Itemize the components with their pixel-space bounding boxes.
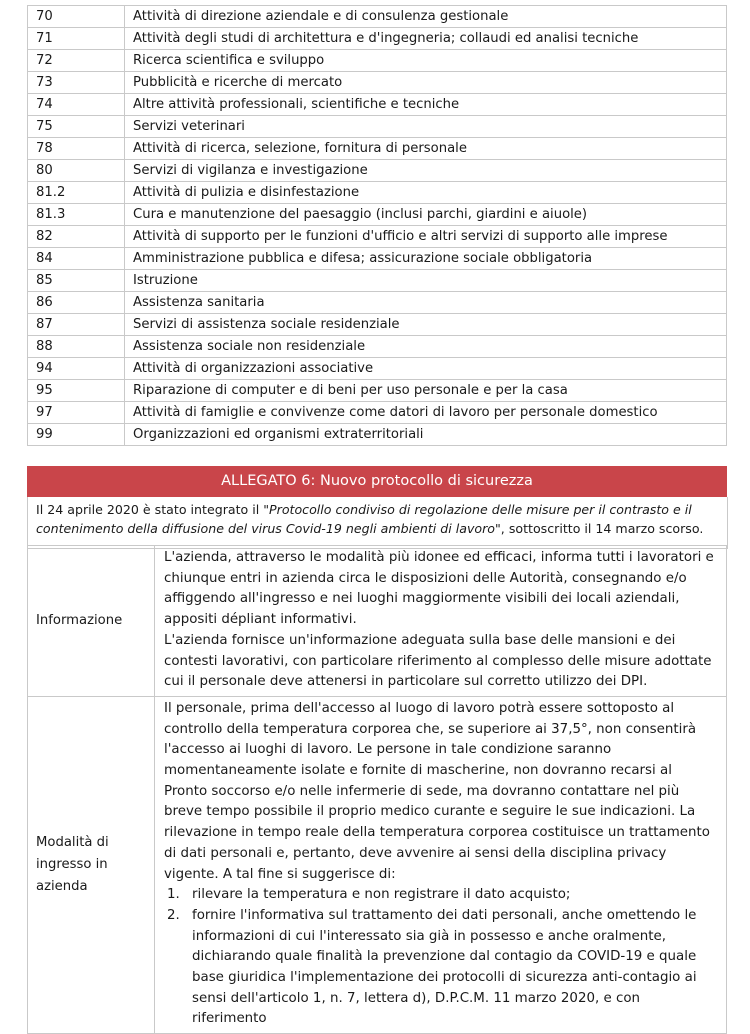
ateco-code: 99	[28, 424, 125, 446]
ateco-description: Servizi di vigilanza e investigazione	[125, 160, 727, 182]
ateco-code: 80	[28, 160, 125, 182]
ateco-code: 86	[28, 292, 125, 314]
ateco-description: Attività di direzione aziendale e di consulenza gestionale	[125, 6, 727, 28]
intro-text-start: Il 24 aprile 2020 è stato integrato il "	[36, 502, 270, 517]
row-label-informazione: Informazione	[28, 546, 155, 697]
ingresso-suggestions-list	[164, 885, 716, 1030]
table-row	[28, 204, 727, 226]
ateco-description: Istruzione	[125, 270, 727, 292]
protocol-title-italic: Protocollo condiviso di regolazione delle misure per il contrasto e il contenimento della diffusione del virus Covid-19 negli ambienti di lavoro	[36, 502, 692, 536]
list-item	[164, 906, 716, 1030]
table-row	[28, 138, 727, 160]
ateco-code: 70	[28, 6, 125, 28]
ateco-description: Servizi di assistenza sociale residenziale	[125, 314, 727, 336]
table-row	[28, 358, 727, 380]
ateco-code: 87	[28, 314, 125, 336]
protocol-row-informazione	[28, 546, 727, 697]
table-row	[28, 160, 727, 182]
table-row	[28, 72, 727, 94]
table-row	[28, 226, 727, 248]
ateco-code: 94	[28, 358, 125, 380]
allegato-title: ALLEGATO 6: Nuovo protocollo di sicurezza	[221, 473, 533, 489]
list-item-number: 1.	[167, 887, 180, 903]
table-row	[28, 380, 727, 402]
allegato-title-bar	[27, 466, 727, 497]
table-row	[28, 314, 727, 336]
ateco-description: Amministrazione pubblica e difesa; assicurazione sociale obbligatoria	[125, 248, 727, 270]
table-row	[28, 248, 727, 270]
row-label-ingresso: Modalità di ingresso in azienda	[28, 696, 155, 1033]
ateco-description: Attività di ricerca, selezione, fornitura di personale	[125, 138, 727, 160]
table-row	[28, 402, 727, 424]
protocol-row-ingresso	[28, 696, 727, 1033]
ateco-code: 85	[28, 270, 125, 292]
ateco-codes-body	[28, 6, 727, 446]
intro-text-end: ", sottoscritto il 14 marzo scorso.	[495, 520, 704, 536]
protocol-table	[27, 545, 727, 1034]
list-item-number: 2.	[167, 907, 180, 923]
ateco-code: 88	[28, 336, 125, 358]
ateco-description: Pubblicità e ricerche di mercato	[125, 72, 727, 94]
table-row	[28, 182, 727, 204]
table-row	[28, 50, 727, 72]
table-row	[28, 94, 727, 116]
ateco-codes-table	[27, 5, 727, 446]
ateco-code: 81.3	[28, 204, 125, 226]
table-row	[28, 424, 727, 446]
ateco-description: Ricerca scientifica e sviluppo	[125, 50, 727, 72]
ateco-description: Cura e manutenzione del paesaggio (inclusi parchi, giardini e aiuole)	[125, 204, 727, 226]
ateco-code: 71	[28, 28, 125, 50]
ateco-code: 74	[28, 94, 125, 116]
list-item-text: fornire l'informativa sul trattamento dei dati personali, anche omettendo le informazioni di cui l'interessato sia già in possesso e anche oralmente, dichiarando quale finalità la prevenzione dal contagio da COVID-19 e quale base giuridica l'implementazione dei protocolli di sicurezza anti-contagio ai sensi dell'articolo 1, n. 7, lettera d), D.P.C.M. 11 marzo 2020, e con riferimento	[192, 907, 697, 1027]
ingresso-paragraph: Il personale, prima dell'accesso al luogo di lavoro potrà essere sottoposto al controllo della temperatura corporea che, se superiore ai 37,5°, non consentirà l'accesso ai luoghi di lavoro. Le persone in tale condizione saranno momentaneamente isolate e fornite di mascherine, non dovranno recarsi al Pronto soccorso e/o nelle infermerie di sede, ma dovranno contattare nel più breve tempo possibile il proprio medico curante e seguire le sue indicazioni. La rilevazione in tempo reale della temperatura corporea costituisce un trattamento di dati personali e, pertanto, deve avvenire ai sensi della disciplina privacy vigente. A tal fine si suggerisce di:	[164, 700, 710, 882]
ateco-description: Attività di pulizia e disinfestazione	[125, 182, 727, 204]
ateco-description: Riparazione di computer e di beni per uso personale e per la casa	[125, 380, 727, 402]
table-row	[28, 270, 727, 292]
informazione-paragraph-2: L'azienda fornisce un'informazione adeguata sulla base delle mansioni e dei contesti lavorativi, con particolare riferimento al complesso delle misure adottate cui il personale deve attenersi in particolare sul corretto utilizzo dei DPI.	[164, 632, 712, 690]
list-item-text: rilevare la temperatura e non registrare il dato acquisto;	[192, 887, 571, 903]
informazione-paragraph-1: L'azienda, attraverso le modalità più idonee ed efficaci, informa tutti i lavoratori e chiunque entri in azienda circa le disposizioni delle Autorità, consegnando e/o affiggendo all'ingresso e nei luoghi maggiormente visibili dei locali aziendali, appositi dépliant informativi.	[164, 550, 714, 628]
ateco-code: 72	[28, 50, 125, 72]
ateco-code: 84	[28, 248, 125, 270]
table-row	[28, 116, 727, 138]
row-content-ingresso	[155, 696, 727, 1033]
row-content-informazione	[155, 546, 727, 697]
ateco-code: 73	[28, 72, 125, 94]
ateco-description: Attività degli studi di architettura e d'ingegneria; collaudi ed analisi tecniche	[125, 28, 727, 50]
table-row	[28, 292, 727, 314]
ateco-code: 75	[28, 116, 125, 138]
ateco-description: Assistenza sanitaria	[125, 292, 727, 314]
ateco-description: Attività di supporto per le funzioni d'ufficio e altri servizi di supporto alle imprese	[125, 226, 727, 248]
ateco-description: Organizzazioni ed organismi extraterritoriali	[125, 424, 727, 446]
allegato-intro	[27, 497, 728, 549]
ateco-description: Assistenza sociale non residenziale	[125, 336, 727, 358]
ateco-code: 82	[28, 226, 125, 248]
table-row	[28, 336, 727, 358]
table-row	[28, 6, 727, 28]
table-row	[28, 28, 727, 50]
ateco-code: 81.2	[28, 182, 125, 204]
ateco-description: Attività di famiglie e convivenze come datori di lavoro per personale domestico	[125, 402, 727, 424]
ateco-code: 78	[28, 138, 125, 160]
list-item	[164, 885, 716, 906]
ateco-description: Altre attività professionali, scientifiche e tecniche	[125, 94, 727, 116]
ateco-description: Attività di organizzazioni associative	[125, 358, 727, 380]
ateco-code: 95	[28, 380, 125, 402]
ateco-code: 97	[28, 402, 125, 424]
ateco-description: Servizi veterinari	[125, 116, 727, 138]
